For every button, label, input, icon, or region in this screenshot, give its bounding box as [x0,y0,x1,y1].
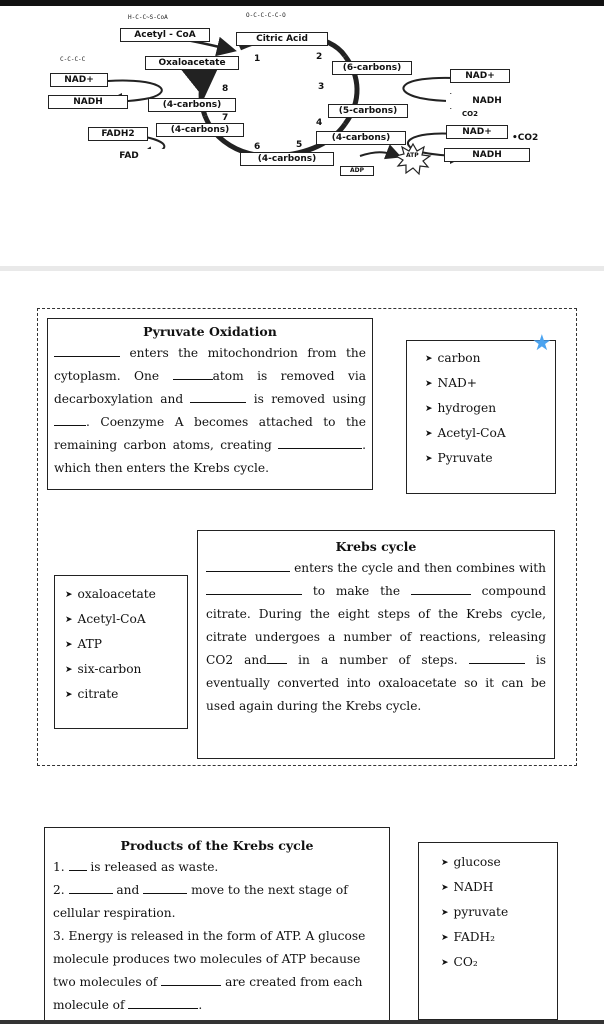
co2-label: CO2 [462,110,478,118]
pyruvate-word-bank [406,340,556,494]
krebs-cycle-box [197,530,555,759]
step-number: 2 [316,52,323,62]
answer-blank[interactable] [278,438,362,449]
answer-blank[interactable] [161,975,221,986]
bottom-bar [0,1020,604,1024]
answer-blank[interactable] [69,860,87,871]
atp-burst-icon [396,144,430,174]
nadh-left-label: NADH [48,95,128,109]
step-number: 5 [296,140,303,150]
word-bank-item: ➤ glucose [441,851,535,876]
co2-label: •CO2 [512,133,539,143]
four-carbons-label: (4-carbons) [240,152,334,166]
nadh-right-label: NADH [444,148,530,162]
answer-blank[interactable] [173,369,213,380]
five-carbons-label: (5-carbons) [328,104,408,118]
products-paragraph: 1. is released as waste. 2. and move to the next stage of cellular respiration. 3. Energy is released in the form of ATP. A glucose molecule produces two molecules of ATP because two molecules of are created from each molecule of . [53,860,366,1012]
four-carbons-label: (4-carbons) [316,131,406,145]
word-bank-item: ➤ Acetyl-CoA [65,608,177,633]
krebs-paragraph: enters the cycle and then combines with to make the compound citrate. During the eight steps of the Krebs cycle, citrate undergoes a number of reactions, releasing CO2 and in a number of steps. is eventually converted into oxaloacetate so it can be used again during the Krebs cycle. [206,561,547,713]
step-number: 4 [316,118,323,128]
word-bank-item: ➤ ATP [65,633,177,658]
step-number: 8 [222,84,229,94]
products-word-bank [418,842,558,1020]
word-bank-item: ➤ hydrogen [425,397,537,422]
acetyl-coa-label: Acetyl - CoA [120,28,210,42]
word-bank-item: ➤ Acetyl-CoA [425,422,537,447]
krebs-word-bank [54,575,188,729]
four-carbons-label: (4-carbons) [148,98,236,112]
products-box [44,827,390,1022]
answer-blank[interactable] [54,346,120,357]
fadh2-label: FADH2 [88,127,148,141]
word-bank-item: ➤ citrate [65,683,177,708]
oxalo-formula: C-C-C-C [60,56,86,63]
answer-blank[interactable] [206,561,290,572]
answer-blank[interactable] [190,392,246,403]
word-bank-item: ➤ NADH [441,876,535,901]
products-title: Products of the Krebs cycle [120,838,314,853]
answer-blank[interactable] [469,653,525,664]
answer-blank[interactable] [267,653,287,664]
atp-label: ATP [406,152,419,159]
oxaloacetate-label: Oxaloacetate [145,56,239,70]
pyruvate-oxidation-box [47,318,373,490]
nad-right-label: NAD+ [450,69,510,83]
krebs-diagram [0,6,604,186]
answer-blank[interactable] [411,584,471,595]
step-number: 6 [254,142,261,152]
answer-blank[interactable] [54,415,86,426]
step-number: 1 [254,54,261,64]
section-divider [0,266,604,271]
nad-left-label: NAD+ [50,73,108,87]
answer-blank[interactable] [128,998,198,1009]
word-bank-item: ➤ Pyruvate [425,447,537,472]
acetyl-formula: H-C-C~S-CoA [128,14,168,21]
word-bank-item: ➤ FADH₂ [441,926,535,951]
adp-label: ADP [340,166,374,176]
word-bank-item: ➤ oxaloacetate [65,583,177,608]
nadh-right-label: NADH [446,94,528,108]
krebs-title: Krebs cycle [335,539,417,554]
word-bank-item: ➤ NAD+ [425,372,537,397]
citric-acid-label: Citric Acid [236,32,328,46]
word-bank-item: ➤ six-carbon [65,658,177,683]
four-carbons-label: (4-carbons) [156,123,244,137]
pyruvate-title: Pyruvate Oxidation [143,324,277,339]
answer-blank[interactable] [206,584,302,595]
answer-blank[interactable] [143,883,187,894]
star-icon: ★ [532,331,552,356]
word-bank-item: ➤ CO₂ [441,951,535,976]
step-number: 3 [318,82,325,92]
word-bank-item: ➤ carbon [425,347,537,372]
citric-formula: O-C-C-C-C-O [246,12,286,19]
six-carbons-label: (6-carbons) [332,61,412,75]
step-number: 7 [222,113,229,123]
answer-blank[interactable] [69,883,113,894]
fad-label: FAD [90,149,168,163]
pyruvate-paragraph: enters the mitochondrion from the cytoplasm. One atom is removed via decarboxylation and is removed using . Coenzyme A becomes attached to the remaining carbon atoms, creating . which then enters the Krebs cycle. [54,346,367,475]
nad-right-label: NAD+ [446,125,508,139]
word-bank-item: ➤ pyruvate [441,901,535,926]
